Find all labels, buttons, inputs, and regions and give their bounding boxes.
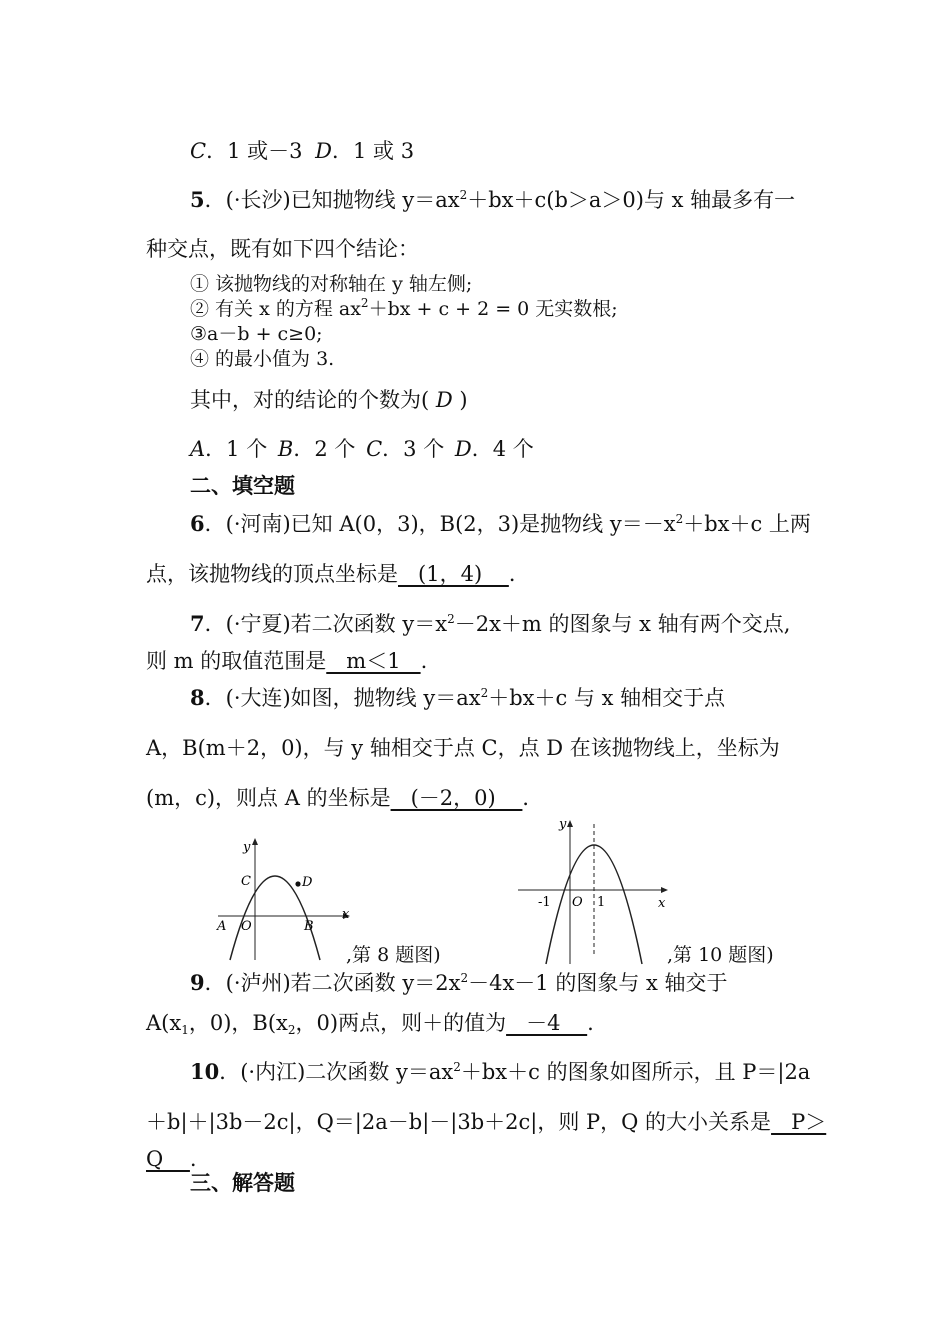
option-c-text: ．1 或－3 <box>206 139 303 163</box>
q5-conclusion-1: ① 该抛物线的对称轴在 y 轴左侧; <box>190 273 473 295</box>
q8-line1: 8．(·大连)如图，抛物线 $y=ax^2+bx+c$ 与 x 轴相交于点 <box>190 685 726 710</box>
q10-answer-a: P＞ <box>771 1110 827 1134</box>
label-o: O <box>572 895 583 910</box>
q8-line2: A，B(m＋2，0)，与 y 轴相交于点 C，点 D 在该抛物线上，坐标为 <box>146 736 780 760</box>
q5-text-b: ＋bx＋c(b＞a＞0)与 x 轴最多有一 <box>467 188 796 212</box>
section-heading-solutions: 三、解答题 <box>190 1170 295 1195</box>
q7-answer: m＜1 <box>326 649 421 673</box>
q6-line2: 点，该抛物线的顶点坐标是 (1，4) ． <box>146 562 530 586</box>
q6-answer: (1，4) <box>398 562 509 586</box>
q5-text-a: 已知抛物线 y＝ax <box>290 188 460 212</box>
q10-answer-b: Q <box>146 1147 190 1171</box>
label-one: 1 <box>597 895 606 910</box>
q5-line2: 种交点，既有如下四个结论： <box>146 237 419 261</box>
label-b: B <box>304 919 314 934</box>
q5-conclusion-4: ④ 的最小值为 3. <box>190 348 335 370</box>
superscript-2: 2 <box>459 188 468 202</box>
option-c-letter: C <box>190 139 207 163</box>
label-o: O <box>241 919 252 934</box>
q8-line3: (m，c)，则点 A 的坐标是 (－2，0) ． <box>146 786 544 810</box>
label-x: x <box>658 896 666 911</box>
q4-options <box>190 136 810 166</box>
q9-line1: 9．(·泸州)若二次函数 $y=2x^2-4x-1$ 的图象与 x 轴交于 <box>190 970 728 995</box>
q5-question: 其中，对的结论的个数为( D ) <box>190 388 468 412</box>
q5-answer: D <box>429 388 460 412</box>
q9-line2: $A(x_1$，0)，$B(x_2$，0)两点，则＋的值为 －4 . <box>146 1011 594 1037</box>
q10-line1: 10．(·内江)二次函数 $y=ax^2+bx+c$ 的图象如图所示，且 P＝|2a <box>190 1059 811 1084</box>
section-heading-fill-in: 二、填空题 <box>190 473 295 498</box>
label-c: C <box>241 874 251 889</box>
figure-q8-parabola <box>212 832 362 964</box>
label-x: x <box>342 907 350 922</box>
label-a: A <box>217 919 227 934</box>
q8-answer: (－2，0) <box>390 786 523 810</box>
q7-line1: 7．(·宁夏)若二次函数 $y=x^2-2x+m$ 的图象与 x 轴有两个交点, <box>190 611 791 636</box>
label-d: D <box>302 875 313 890</box>
q5-number: 5 <box>190 187 205 212</box>
label-y: y <box>243 840 251 855</box>
q5-conclusion-2: ② 有关 x 的方程 $ax^2+bx + c + 2 = 0$ 无实数根; <box>190 296 618 320</box>
figure-q10-parabola <box>514 814 674 970</box>
q10-line2: ＋b|＋|3b－2c|，Q＝|2a－b|－|3b＋2c|，则 P，Q 的大小关系是 P＞ <box>146 1110 827 1134</box>
figure-q8-caption: ,第 8 题图) <box>346 944 441 966</box>
label-y: y <box>559 817 567 832</box>
q5-conclusion-3: ③a－b + c≥0; <box>190 323 323 345</box>
point-d <box>295 881 300 886</box>
option-d-letter: D <box>315 139 333 163</box>
q9-answer: －4 <box>506 1011 588 1035</box>
q5-options: A．1 个 B．2 个 C．3 个 D．4 个 <box>190 437 534 461</box>
q5-source: ．(·长沙) <box>204 188 291 212</box>
option-d-text: ．1 或 3 <box>332 139 415 163</box>
q10-line3: Q . <box>146 1147 197 1171</box>
figure-q10-caption: ,第 10 题图) <box>667 944 774 966</box>
q7-line2: 则 m 的取值范围是 m＜1 . <box>146 649 428 673</box>
label-neg1: -1 <box>538 895 551 910</box>
q5-line1 <box>190 185 810 215</box>
q6-line1: 6．(·河南)已知 A(0，3)，B(2，3)是抛物线 $y=-x^2+bx+c$ 上两 <box>190 511 811 536</box>
